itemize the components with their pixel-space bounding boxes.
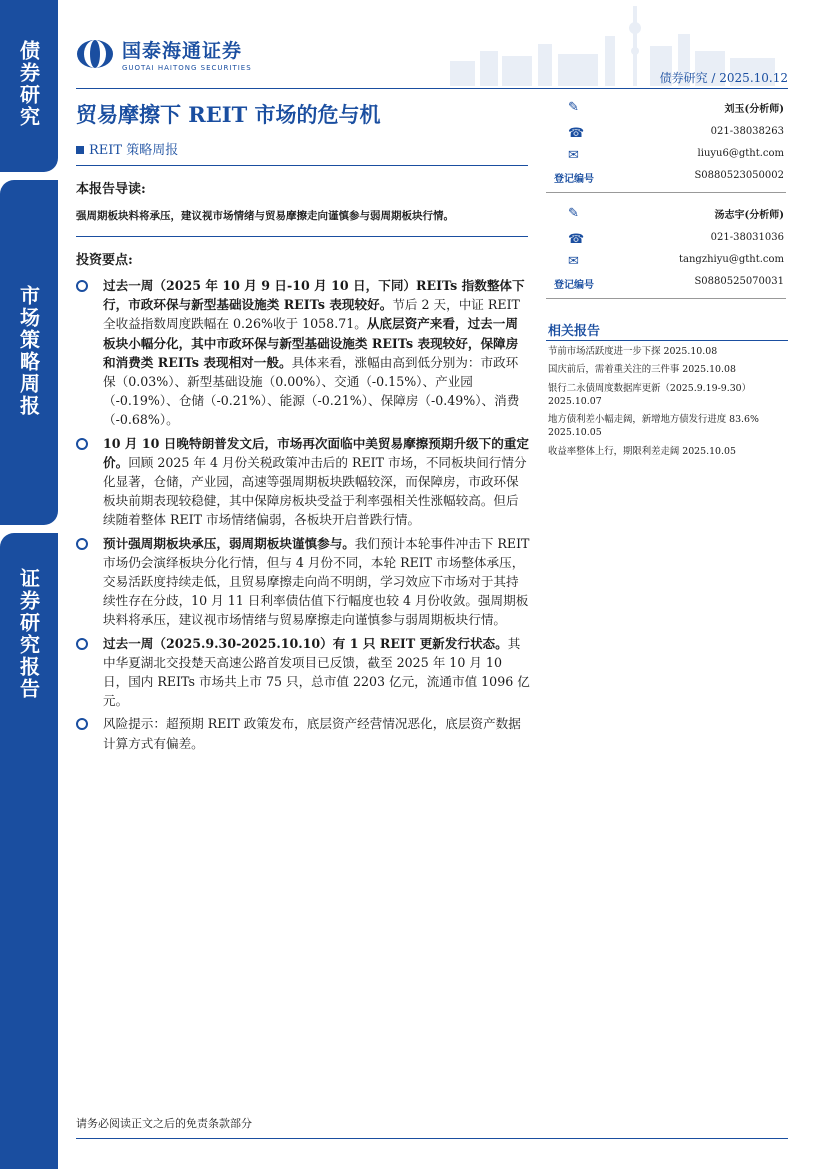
related-report-link[interactable]: 收益率整体上行，期限利差走阔 2025.10.05 <box>548 445 736 457</box>
analyst-name: 汤志宇(分析师) <box>714 210 784 221</box>
mail-icon: ✉ <box>568 148 579 163</box>
intro-heading: 本报告导读: <box>76 182 146 197</box>
intro-divider <box>76 236 528 237</box>
analyst-phone: 021-38038263 <box>710 126 784 137</box>
circle-bullet-icon <box>76 438 88 450</box>
reg-label: 登记编号 <box>554 280 594 291</box>
header-category-date: 债券研究 / 2025.10.12 <box>659 71 788 85</box>
logo-emblem-icon <box>76 39 114 69</box>
brand-name-cn: 国泰海通证券 <box>122 40 243 62</box>
brand-name-en: GUOTAI HAITONG SECURITIES <box>122 64 252 72</box>
mail-icon: ✉ <box>568 254 579 269</box>
sidebar-label-research: 债券研究 <box>16 40 41 128</box>
circle-bullet-icon <box>76 280 88 292</box>
header-divider <box>76 88 788 89</box>
pen-icon: ✎ <box>568 100 579 115</box>
footer-divider <box>76 1138 788 1139</box>
list-item: 风险提示：超预期 REIT 政策发布，底层资产经营情况恶化，底层资产数据计算方式有偏差。 <box>76 714 530 752</box>
list-item: 预计强周期板块承压，弱周期板块谨慎参与。我们预计本轮事件冲击下 REIT 市场仍会演绎板块分化行情，但与 4 月份不同，本轮 REIT 市场整体承压，交易活跃度持续走低，且贸易摩擦走向尚不明朗，学习效应下市场对于其持续性存在分歧，10 月 11 日利率债估值下行幅度也较 4 月份收敛。强周期板块料将承压，建议视市场情绪与贸易摩擦走向谨慎参与弱周期板块行情。 <box>76 534 530 630</box>
title-divider <box>76 165 528 166</box>
sidebar-label-report: 证券研究报告 <box>16 568 41 700</box>
circle-bullet-icon <box>76 538 88 550</box>
report-subtitle-text: REIT 策略周报 <box>89 143 179 158</box>
square-bullet-icon <box>76 146 84 154</box>
related-reports-list <box>548 345 788 458</box>
analyst-card <box>546 206 784 298</box>
circle-bullet-icon <box>76 638 88 650</box>
analyst-phone: 021-38031036 <box>710 232 784 243</box>
phone-icon: ☎ <box>568 232 585 247</box>
list-item: 过去一周（2025.9.30-2025.10.10）有 1 只 REIT 更新发行状态。其中华夏湖北交投楚天高速公路首发项目已反馈，截至 2025 年 10 月 10 日，国内 REITs 市场共上市 75 只，总市值 2203 亿元，流通市值 1096 亿元。 <box>76 634 530 711</box>
related-divider <box>546 340 788 341</box>
pen-icon: ✎ <box>568 206 579 221</box>
analyst-reg-no: S0880523050002 <box>694 170 784 181</box>
related-report-link[interactable]: 节前市场活跃度进一步下探 2025.10.08 <box>548 346 718 357</box>
analyst-divider <box>546 298 786 299</box>
reg-label: 登记编号 <box>554 174 594 185</box>
related-report-link[interactable]: 银行二永债周度数据库更新（2025.9.19-9.30）2025.10.07 <box>548 382 752 407</box>
report-title: 贸易摩擦下 REIT 市场的危与机 <box>76 102 381 127</box>
analyst-card <box>546 100 784 192</box>
footer-disclaimer: 请务必阅读正文之后的免责条款部分 <box>76 1117 252 1130</box>
brand-logo <box>76 36 252 72</box>
related-report-link[interactable]: 地方债利差小幅走阔，新增地方债发行进度 83.6% 2025.10.05 <box>548 414 759 439</box>
phone-icon: ☎ <box>568 126 585 141</box>
related-report-link[interactable]: 国庆前后，需着重关注的三件事 2025.10.08 <box>548 364 736 376</box>
sidebar-label-strategy: 市场策略周报 <box>16 285 41 417</box>
sidebar <box>0 0 58 1169</box>
points-heading: 投资要点: <box>76 253 133 268</box>
circle-bullet-icon <box>76 718 88 730</box>
report-subtitle <box>76 139 178 158</box>
analyst-divider <box>546 192 786 193</box>
list-item: 10 月 10 日晚特朗普发文后，市场再次面临中美贸易摩擦预期升级下的重定价。回顾 2025 年 4 月份关税政策冲击后的 REIT 市场，不同板块间行情分化显著，仓储，产业园，高速等强周期板块跌幅较深，而保障房，市政环保板块前期表现较稳健，其中保障房板块受益于利率强相关性涨幅较高。但后续随着整体 REIT 市场情绪偏弱，各板块开启普跌行情。 <box>76 434 530 530</box>
list-item: 过去一周（2025 年 10 月 9 日-10 月 10 日，下同）REITs 指数整体下行，市政环保与新型基础设施类 REITs 表现较好。节后 2 天，中证 REIT 全收益指数周度跌幅在 0.26%收于 1058.71。从底层资产来看，过去一周板块小幅分化，其中市政环保与新型基础设施类 REITs 表现较好，保障房和消费类 REITs 表现相对一般。具体来看，涨幅由高到低分别为：市政环保（0.03%）、新型基础设施（0.00%）、交通（-0.15%）、产业园（-0.19%）、仓储（-0.21%）、能源（-0.21%）、保障房（-0.49%）、消费（-0.68%）。 <box>76 276 530 430</box>
analyst-name: 刘玉(分析师) <box>724 104 784 115</box>
analyst-email[interactable]: tangzhiyu@gtht.com <box>679 254 784 265</box>
related-reports-heading: 相关报告 <box>548 324 601 339</box>
investment-points <box>76 276 530 753</box>
intro-text: 强周期板块料将承压，建议视市场情绪与贸易摩擦走向谨慎参与弱周期板块行情。 <box>76 210 454 222</box>
analyst-reg-no: S0880525070031 <box>694 276 784 287</box>
analyst-email[interactable]: liuyu6@gtht.com <box>697 148 784 159</box>
